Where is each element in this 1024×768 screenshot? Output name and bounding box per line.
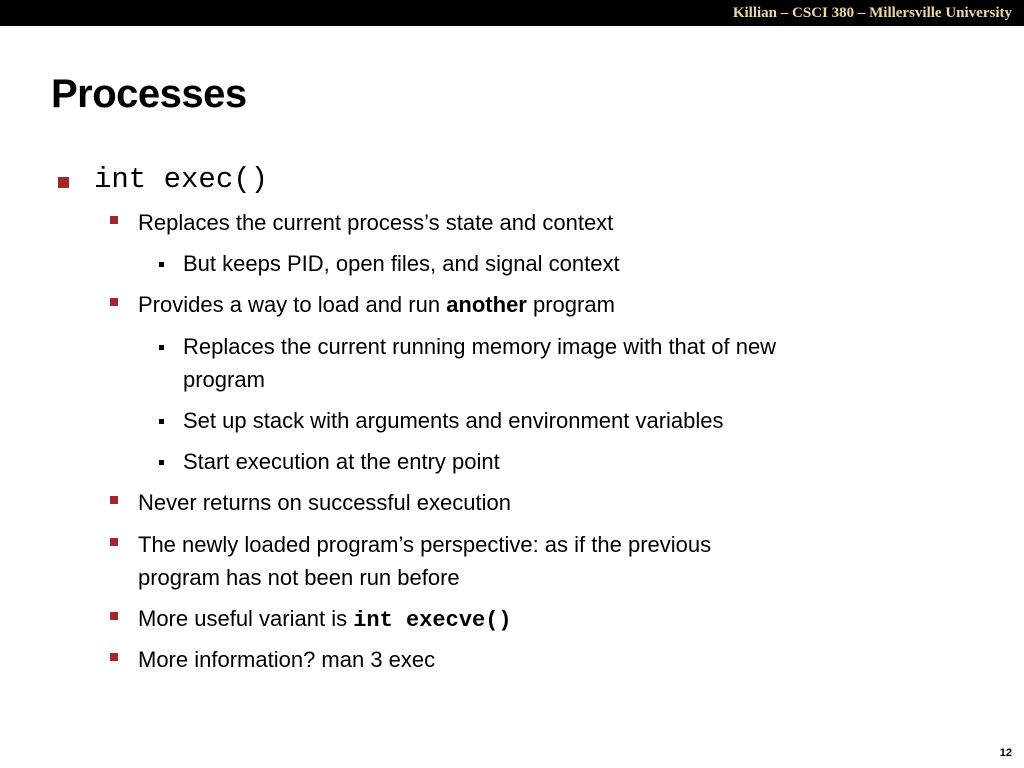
page-number: 12	[999, 747, 1012, 759]
sub-list-item: But keeps PID, open files, and signal context	[183, 251, 620, 276]
bullet-marker	[110, 496, 118, 504]
sub-list-item-continuation: program	[183, 367, 265, 392]
list-item: Never returns on successful execution	[138, 490, 511, 515]
sub-bullet-marker	[159, 460, 164, 465]
sub-list-item: Start execution at the entry point	[183, 449, 500, 474]
bullet-marker	[58, 177, 69, 188]
list-item-text: More useful variant is	[138, 606, 354, 631]
list-item: More information? man 3 exec	[138, 647, 436, 672]
sub-bullet-marker	[159, 345, 164, 350]
list-item	[138, 606, 512, 634]
course-banner-text: Killian – CSCI 380 – Millersville University	[732, 5, 1012, 21]
sub-list-item: Replaces the current running memory image with that of new	[183, 334, 777, 359]
bullet-marker	[110, 298, 118, 306]
slide-title: Processes	[51, 72, 247, 116]
list-item: The newly loaded program’s perspective: as if the previous	[138, 532, 712, 557]
bullet-marker	[110, 216, 118, 224]
list-item-text: program	[526, 292, 615, 317]
bullet-marker	[110, 653, 118, 661]
inline-code: int execve()	[353, 608, 512, 633]
sub-list-item: Set up stack with arguments and environment variables	[183, 408, 724, 433]
list-item: Replaces the current process’s state and context	[138, 210, 614, 235]
list-item-text: Provides a way to load and run	[138, 292, 447, 317]
list-item-continuation: program has not been run before	[138, 565, 460, 590]
list-item	[138, 292, 615, 318]
heading-code: int exec()	[94, 163, 269, 196]
sub-bullet-marker	[159, 419, 164, 424]
bullet-marker	[110, 612, 118, 620]
bullet-marker	[110, 538, 118, 546]
emphasis-text: another	[446, 292, 527, 317]
sub-bullet-marker	[159, 262, 164, 267]
